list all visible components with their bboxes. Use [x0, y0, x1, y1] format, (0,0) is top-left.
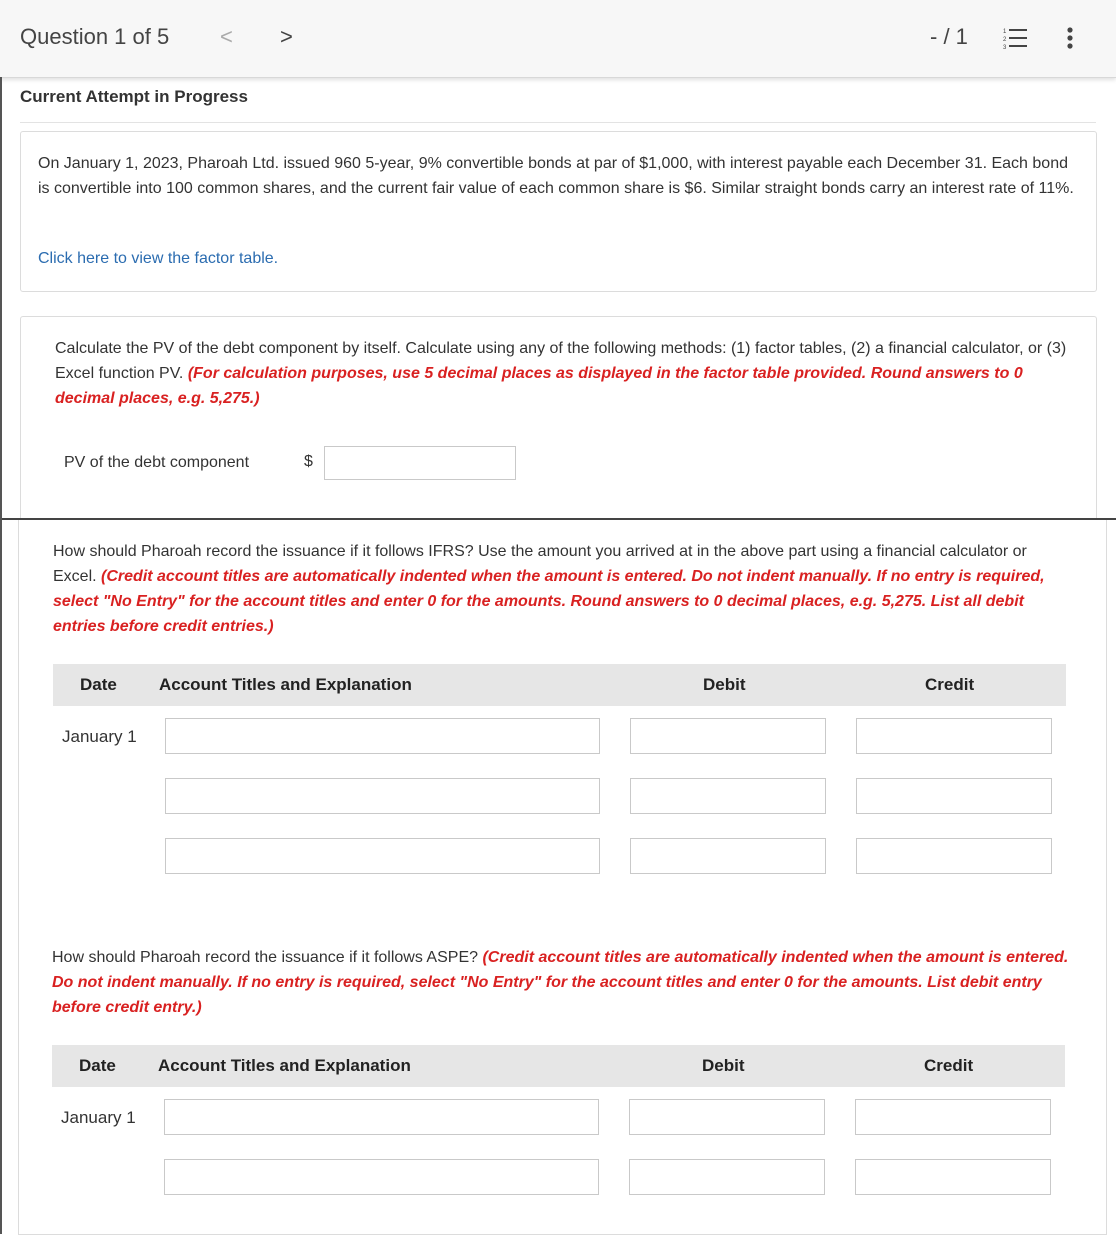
part-b-instruction: (Credit account titles are automatically indented when the amount is entered. Do not indent manually. If no entry is required, select "No Entry" for the account titles and enter 0 for the amounts. Round answers to 0 decimal places, e.g. 5,275. List all debit entries before credit entries.) [53, 568, 1045, 635]
factor-table-link[interactable]: Click here to view the factor table. [38, 250, 279, 267]
ifrs-col-credit: Credit [925, 675, 975, 694]
ifrs-table-header [53, 664, 1066, 706]
question-list-icon[interactable] [1003, 26, 1027, 50]
aspe-row-2-credit-input[interactable] [855, 1159, 1051, 1195]
ifrs-row-1-date: January 1 [62, 727, 137, 746]
aspe-row-2-debit-input[interactable] [629, 1159, 825, 1195]
score-display: - / 1 [930, 24, 968, 49]
problem-card [20, 131, 1097, 292]
part-a-question: Calculate the PV of the debt component by itself. Calculate using any of the following methods: (1) factor tables, (2) a financial calculator, or (3) Excel function PV. [55, 340, 1067, 382]
ifrs-row-3-account-input[interactable] [165, 838, 600, 874]
question-counter: Question 1 of 5 [20, 24, 170, 49]
part-c-instruction: (Credit account titles are automatically indented when the amount is entered. Do not indent manually. If no entry is required, select "No Entry" for the account titles and enter 0 for the amounts. List debit entry before credit entry.) [52, 949, 1069, 1016]
aspe-row-2-account-input[interactable] [164, 1159, 599, 1195]
aspe-row-1-debit-input[interactable] [629, 1099, 825, 1135]
attempt-status: Current Attempt in Progress [20, 87, 248, 106]
ifrs-row-2-debit-input[interactable] [630, 778, 826, 814]
part-b-question: How should Pharoah record the issuance if it follows IFRS? Use the amount you arrived at in the above part using a financial calculator or Excel. [53, 543, 1027, 585]
ifrs-col-date: Date [80, 675, 117, 694]
pv-debt-input[interactable] [324, 446, 516, 480]
ifrs-row-1-debit-input[interactable] [630, 718, 826, 754]
ifrs-row-2-account-input[interactable] [165, 778, 600, 814]
problem-text: On January 1, 2023, Pharoah Ltd. issued 960 5-year, 9% convertible bonds at par of $1,000, with interest payable each December 31. Each bond is convertible into 100 common shares, and the current fair value of each common share is $6. Similar straight bonds carry an interest rate of 11%. [38, 155, 1074, 197]
top-bar [0, 0, 1116, 78]
previous-question-button[interactable]: < [220, 24, 233, 49]
aspe-table-header [52, 1045, 1065, 1087]
part-c-question: How should Pharoah record the issuance if it follows ASPE? [52, 949, 479, 966]
aspe-col-debit: Debit [702, 1056, 745, 1075]
pv-debt-label: PV of the debt component [64, 454, 250, 471]
ifrs-row-2-credit-input[interactable] [856, 778, 1052, 814]
svg-text:2: 2 [1003, 37, 1007, 43]
part-b-card [18, 520, 1107, 1235]
svg-text:1: 1 [1003, 29, 1007, 35]
ifrs-row-3-credit-input[interactable] [856, 838, 1052, 874]
part-a-instruction: (For calculation purposes, use 5 decimal places as displayed in the factor table provided. Round answers to 0 decimal places, e.g. 5,275.) [55, 365, 1023, 407]
currency-symbol: $ [304, 453, 313, 470]
svg-text:3: 3 [1003, 45, 1007, 50]
aspe-row-1-account-input[interactable] [164, 1099, 599, 1135]
aspe-col-account: Account Titles and Explanation [158, 1056, 411, 1075]
aspe-row-1-date: January 1 [61, 1108, 136, 1127]
ifrs-col-account: Account Titles and Explanation [159, 675, 412, 694]
aspe-row-1-credit-input[interactable] [855, 1099, 1051, 1135]
ifrs-row-1-account-input[interactable] [165, 718, 600, 754]
aspe-col-date: Date [79, 1056, 116, 1075]
part-a-card [20, 316, 1097, 527]
ifrs-col-debit: Debit [703, 675, 746, 694]
next-question-button[interactable]: > [280, 24, 293, 49]
left-border [0, 77, 2, 1234]
ifrs-row-1-credit-input[interactable] [856, 718, 1052, 754]
attempt-divider [20, 122, 1096, 123]
ifrs-row-3-debit-input[interactable] [630, 838, 826, 874]
aspe-col-credit: Credit [924, 1056, 974, 1075]
part-b-prompt [53, 539, 1073, 639]
part-c-prompt [52, 945, 1077, 1020]
more-options-icon[interactable] [1060, 26, 1080, 50]
part-a-prompt [55, 336, 1075, 411]
